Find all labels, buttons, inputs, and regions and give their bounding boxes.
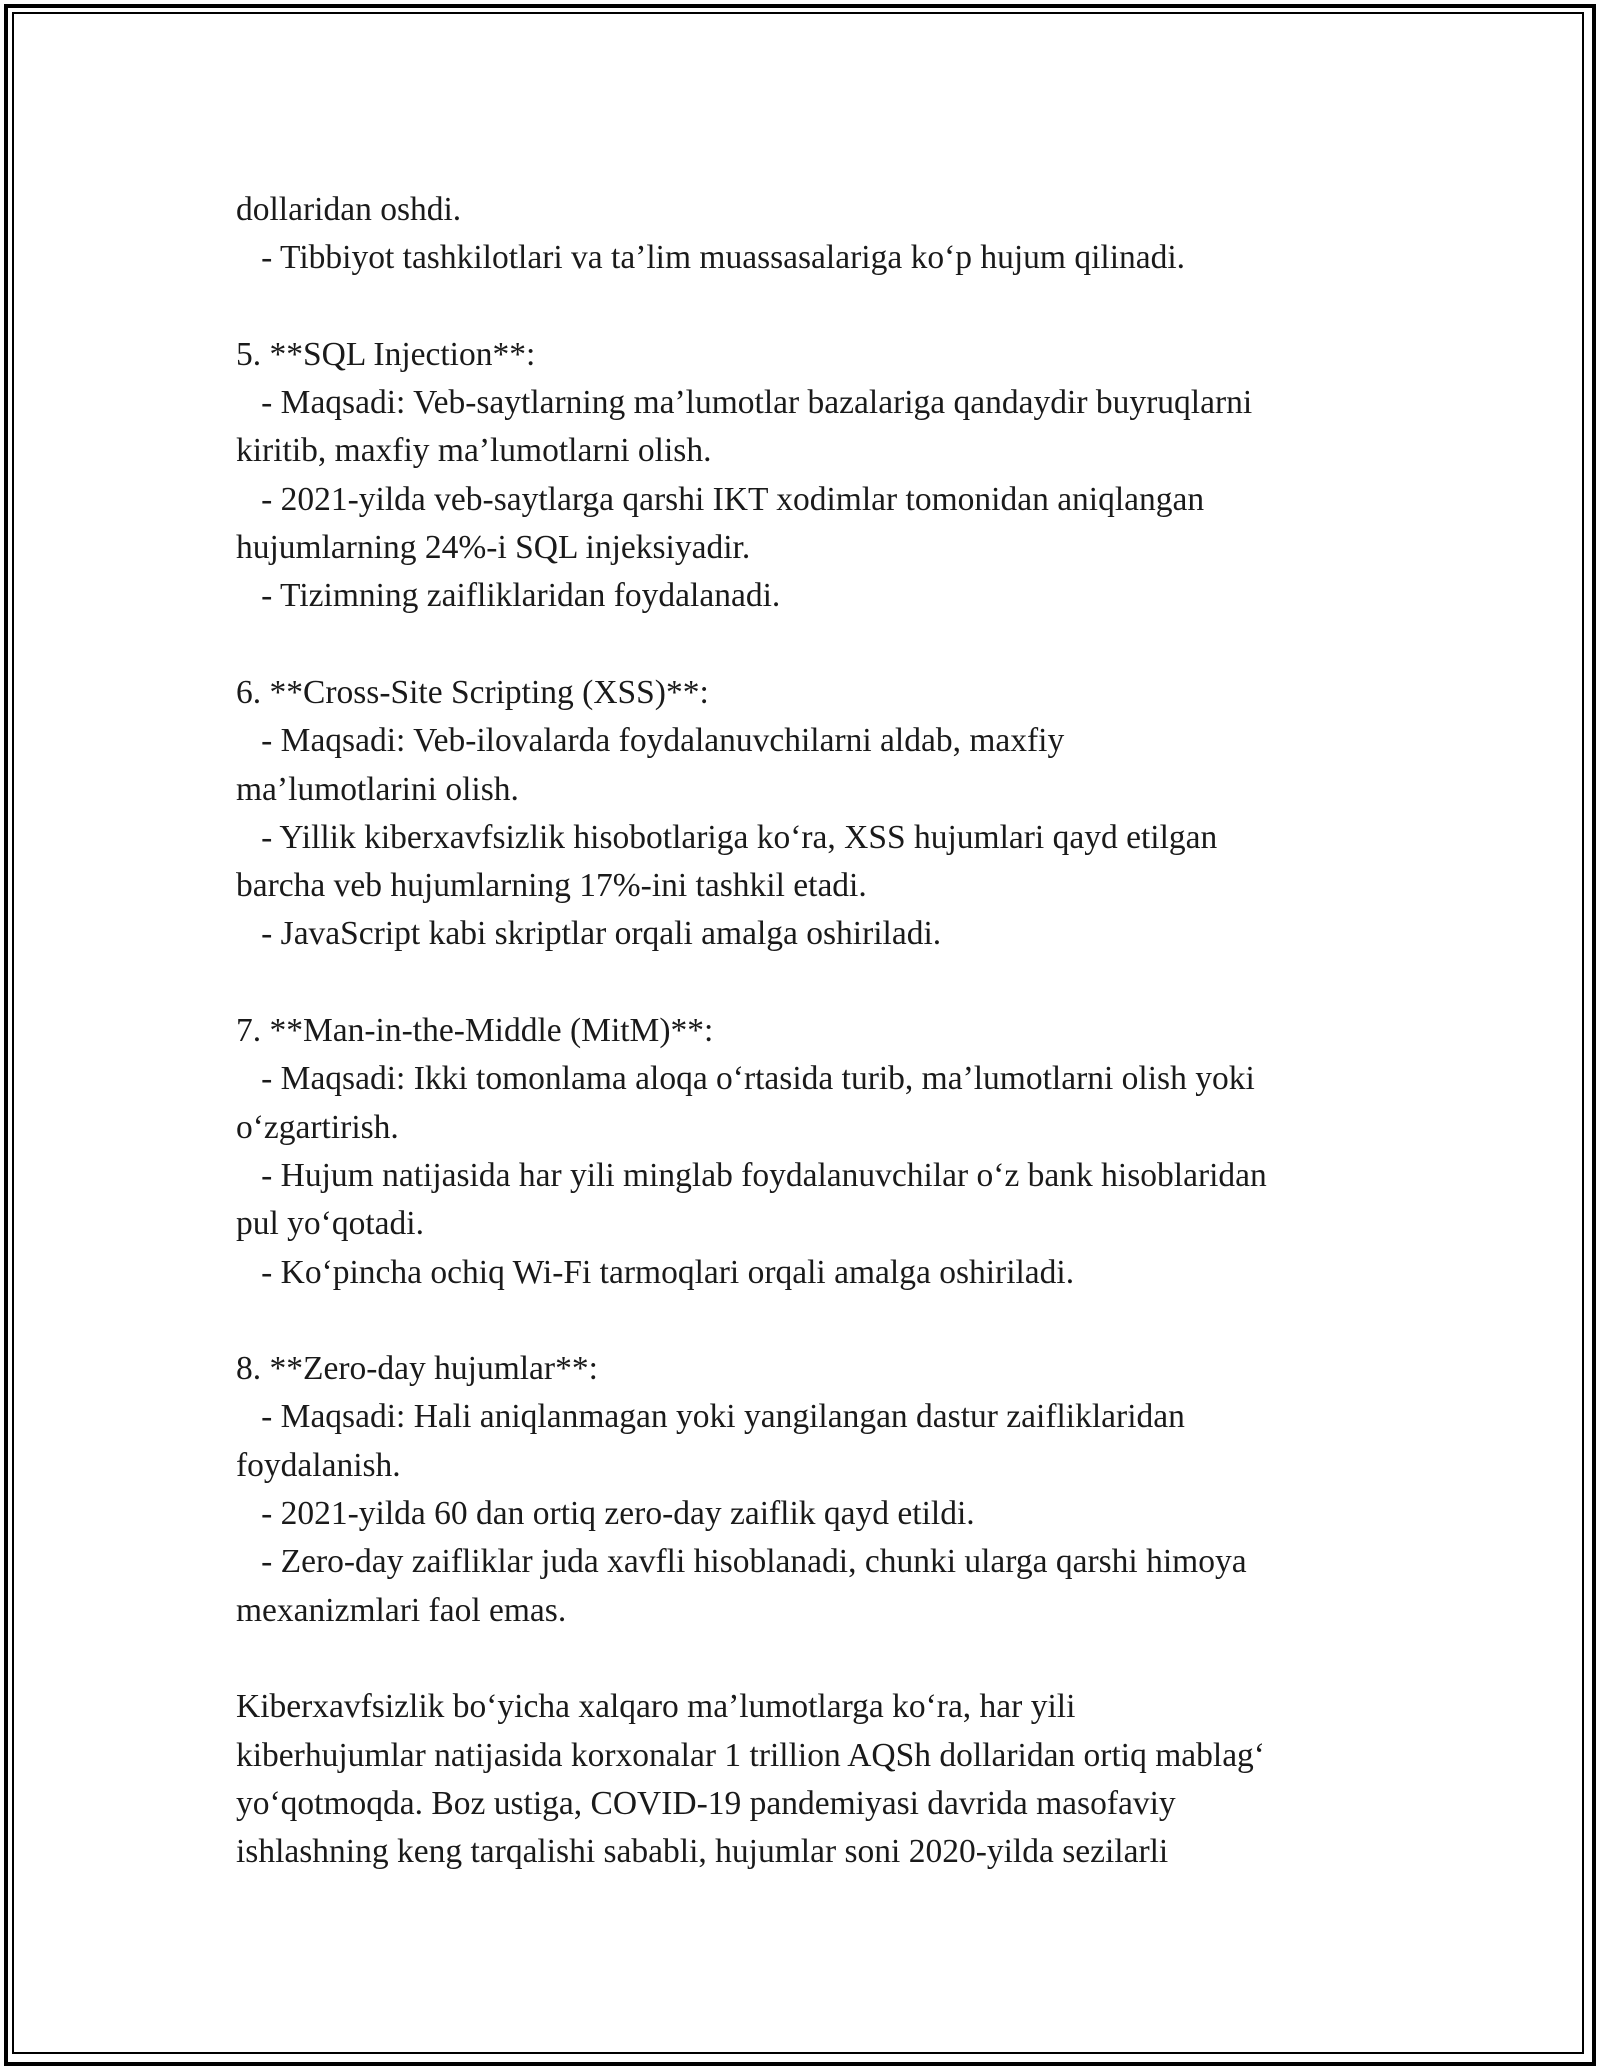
paragraph-line: kiberhujumlar natijasida korxonalar 1 trillion AQSh dollaridan ortiq mablag‘ <box>236 1736 1265 1774</box>
text-line: - 2021-yilda 60 dan ortiq zero-day zaiflik qayd etildi. <box>236 1495 975 1533</box>
text-line: foydalanish. <box>236 1446 401 1484</box>
text-line: - 2021-yilda veb-saytlarga qarshi IKT xodimlar tomonidan aniqlangan <box>236 480 1205 518</box>
text-line: - Ko‘pincha ochiq Wi-Fi tarmoqlari orqali amalga oshiriladi. <box>236 1253 1075 1291</box>
text-line: dollaridan oshdi. <box>236 191 462 228</box>
text-line: mexanizmlari faol emas. <box>236 1591 567 1629</box>
section-heading: 6. **Cross-Site Scripting (XSS)**: <box>236 673 709 711</box>
paragraph-line: ishlashning keng tarqalishi sababli, hujumlar soni 2020-yilda sezilarli <box>236 1833 1169 1871</box>
section-heading: 5. **SQL Injection**: <box>236 335 536 373</box>
text-line: - Yillik kiberxavfsizlik hisobotlariga ko‘ra, XSS hujumlari qayd etilgan <box>236 818 1218 856</box>
text-line: - Hujum natijasida har yili minglab foydalanuvchilar o‘z bank hisoblaridan <box>236 1156 1267 1194</box>
text-line: - Maqsadi: Ikki tomonlama aloqa o‘rtasida turib, ma’lumotlarni olish yoki <box>236 1060 1255 1098</box>
text-line: ma’lumotlarini olish. <box>236 770 519 808</box>
section-heading: 8. **Zero-day hujumlar**: <box>236 1350 598 1388</box>
text-line: pul yo‘qotadi. <box>236 1205 424 1243</box>
blank-line <box>236 1297 1416 1345</box>
paragraph-line: yo‘qotmoqda. Boz ustiga, COVID-19 pandemiyasi davrida masofaviy <box>236 1784 1176 1822</box>
text-line: hujumlarning 24%-i SQL injeksiyadir. <box>236 529 751 567</box>
blank-line <box>236 1635 1416 1683</box>
document-body <box>236 186 1416 1876</box>
blank-line <box>236 283 1416 331</box>
text-line: - Tizimning zaifliklaridan foydalanadi. <box>236 577 781 615</box>
section-heading: 7. **Man-in-the-Middle (MitM)**: <box>236 1012 714 1050</box>
text-line: - JavaScript kabi skriptlar orqali amalga oshiriladi. <box>236 915 942 953</box>
text-line: - Maqsadi: Veb-saytlarning ma’lumotlar bazalariga qandaydir buyruqlarni <box>236 384 1253 422</box>
text-line: - Maqsadi: Veb-ilovalarda foydalanuvchilarni aldab, maxfiy <box>236 722 1065 760</box>
text-line: barcha veb hujumlarning 17%-ini tashkil etadi. <box>236 867 867 905</box>
text-line: - Tibbiyot tashkilotlari va ta’lim muassasalariga ko‘p hujum qilinadi. <box>236 239 1186 277</box>
text-line: kiritib, maxfiy ma’lumotlarni olish. <box>236 432 712 470</box>
blank-line <box>236 959 1416 1007</box>
paragraph-line: Kiberxavfsizlik bo‘yicha xalqaro ma’lumotlarga ko‘ra, har yili <box>236 1688 1076 1726</box>
text-line: o‘zgartirish. <box>236 1108 399 1146</box>
text-line: - Zero-day zaifliklar juda xavfli hisoblanadi, chunki ularga qarshi himoya <box>236 1543 1247 1581</box>
blank-line <box>236 621 1416 669</box>
text-line: - Maqsadi: Hali aniqlanmagan yoki yangilangan dastur zaifliklaridan <box>236 1398 1185 1436</box>
